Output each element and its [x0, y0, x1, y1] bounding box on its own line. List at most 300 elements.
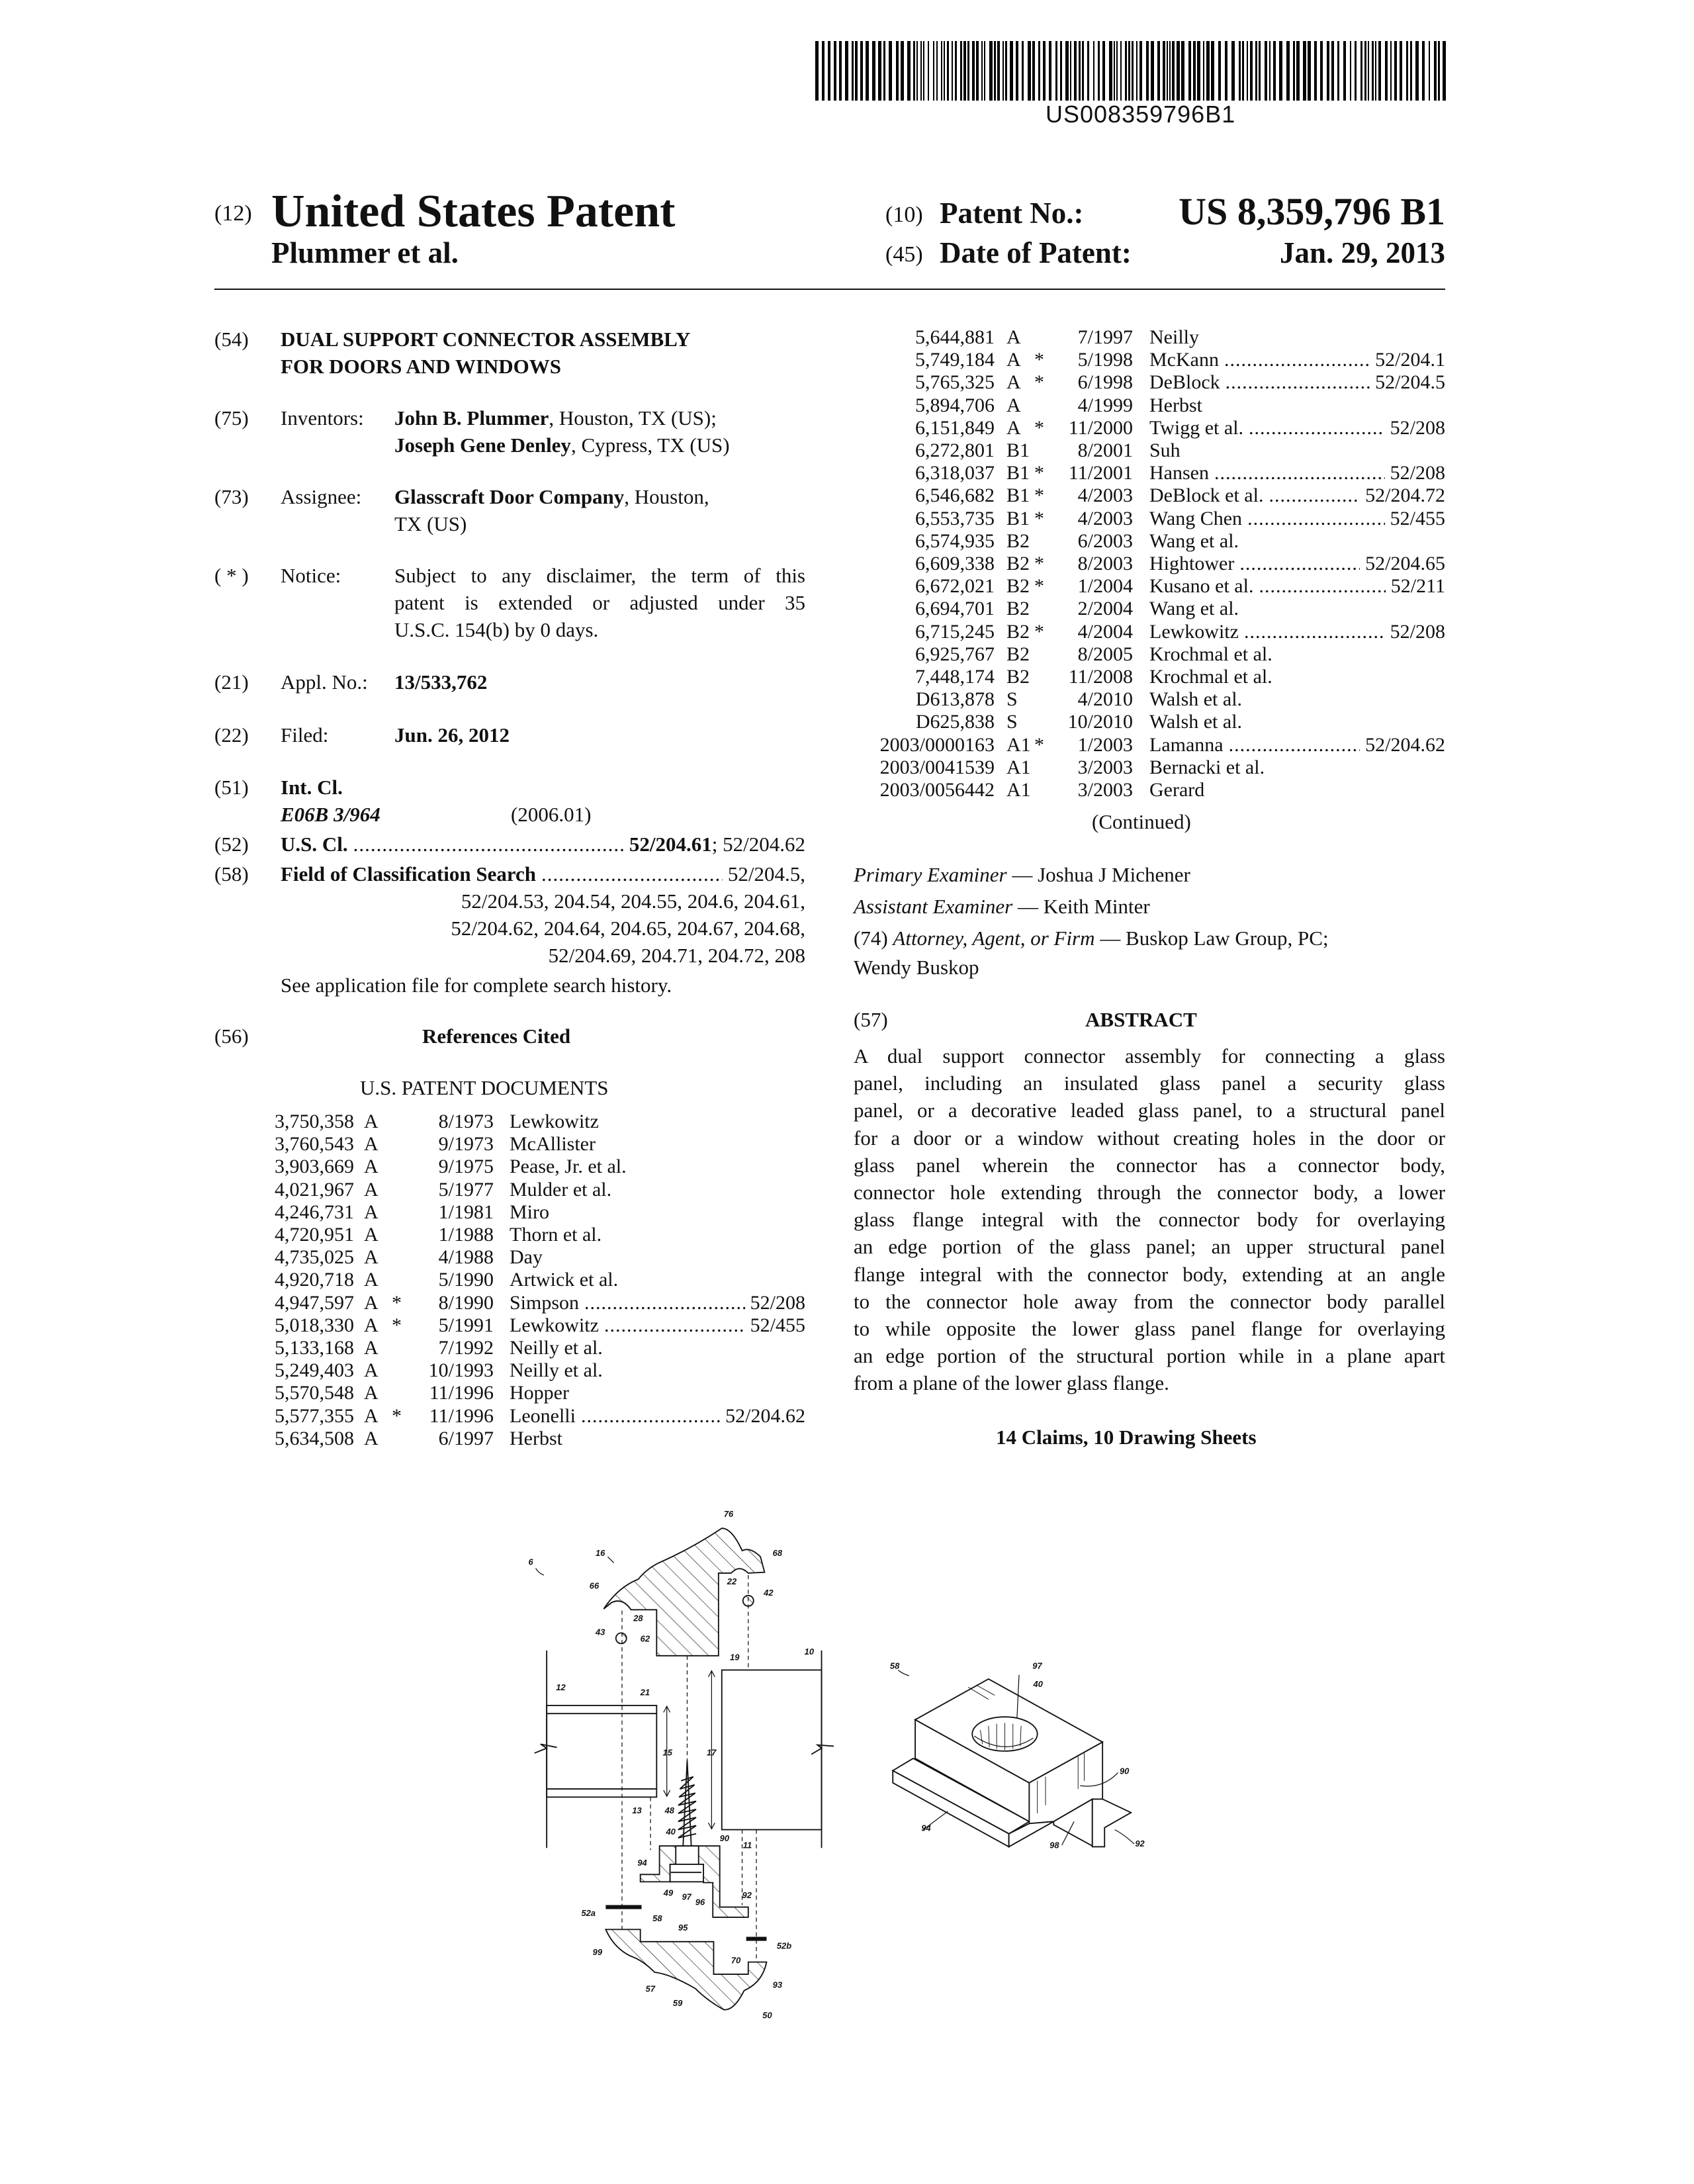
ref-name: Neilly et al. [510, 1359, 603, 1382]
barcode-bar [1151, 41, 1154, 101]
ref-name: Walsh et al. [1149, 688, 1243, 711]
ref-date: 7/1992 [438, 1337, 494, 1359]
document-title: United States Patent [271, 186, 676, 237]
barcode-bar [1273, 41, 1276, 101]
reference-row [0, 1405, 1694, 1428]
leader-dots [1239, 553, 1360, 575]
ref-name: Herbst [510, 1427, 562, 1449]
ref-number: 2003/0000163 [879, 733, 995, 756]
ref-label: 43 [596, 1627, 605, 1637]
barcode-bar [1265, 41, 1267, 101]
ref-number: 5,577,355 [275, 1404, 354, 1427]
ref-number: 4,720,951 [275, 1224, 354, 1246]
ref-date: 4/2004 [1077, 620, 1133, 643]
ref-label: 12 [556, 1682, 566, 1693]
ref-kind: A [1006, 371, 1021, 394]
ref-label: 96 [695, 1897, 705, 1907]
reference-row [0, 553, 1694, 575]
ref-number: 6,715,245 [915, 620, 995, 643]
barcode-bar [1250, 41, 1253, 101]
ref-kind: A [364, 1246, 379, 1269]
ref-label: 94 [637, 1857, 647, 1868]
ref-name: Krochmal et al. [1149, 666, 1272, 688]
leader-dots [581, 1405, 720, 1428]
ref-kind: B2 [1006, 529, 1030, 552]
ref-name: Lamanna [1149, 733, 1224, 756]
barcode-bar [852, 41, 854, 101]
leader-dots [1249, 417, 1385, 439]
ref-star: * [1034, 575, 1044, 598]
ref-name: Lewkowitz [1149, 620, 1239, 643]
barcode-bar [1255, 41, 1257, 101]
abstract-line: flange integral with the connector body, extending at an angle [854, 1262, 1445, 1286]
uscl [281, 831, 805, 858]
barcode-bar [1157, 41, 1160, 101]
ref-name: Miro [510, 1201, 549, 1223]
barcode-bar [1364, 41, 1366, 101]
ref-class: 52/208 [1390, 462, 1445, 484]
ref-date: 8/1990 [438, 1291, 494, 1314]
barcode-bar [994, 41, 996, 101]
notice-line: patent is extended or adjusted under 35 [394, 591, 805, 614]
ref-name-with-class [1149, 371, 1445, 394]
barcode-bar [1343, 41, 1346, 101]
ref-kind: B2 [1006, 598, 1030, 620]
barcode-bar [1355, 41, 1357, 101]
intcl-class: E06B 3/964 [281, 803, 380, 826]
ref-label: 90 [1120, 1766, 1130, 1776]
invention-title-line2: FOR DOORS AND WINDOWS [281, 355, 562, 378]
ref-date: 8/1973 [438, 1111, 494, 1132]
field-code: (58) [214, 862, 249, 886]
ref-date: 2/2004 [1077, 598, 1133, 620]
barcode-bar [1218, 41, 1221, 101]
reference-row [0, 439, 1694, 462]
ref-name: Wang et al. [1149, 598, 1239, 620]
abstract-line: panel, or a decorative leaded glass panel, to a structural panel [854, 1099, 1445, 1122]
ref-kind: B1 [1006, 484, 1030, 507]
ref-star: * [1034, 507, 1044, 529]
barcode-bar [1434, 41, 1437, 101]
barcode-bar [1293, 41, 1295, 101]
ref-kind: A [364, 1291, 379, 1314]
ref-kind: A [364, 1201, 379, 1223]
barcode [815, 41, 1447, 107]
field-label: Field of Classification Search [281, 862, 537, 886]
leader-dots [1229, 734, 1360, 756]
ref-number: 6,609,338 [915, 553, 995, 574]
ref-label: 22 [727, 1576, 737, 1587]
front-page-drawing [516, 1496, 1151, 2158]
ref-date: 9/1973 [438, 1133, 494, 1156]
ref-name: Leonelli [510, 1404, 576, 1427]
inventors-code: (75) [214, 406, 249, 430]
ref-star: * [1034, 349, 1044, 371]
ref-number: 3,750,358 [275, 1111, 354, 1132]
ref-kind: A [364, 1337, 379, 1359]
notice-line: Subject to any disclaimer, the term of this [394, 564, 805, 587]
ref-class: 52/204.5 [1375, 371, 1445, 394]
ref-number: 4,947,597 [275, 1291, 354, 1314]
ref-kind: B1 [1006, 507, 1030, 529]
barcode-bar [1070, 41, 1071, 101]
inventor-1-name: John B. Plummer [394, 406, 549, 430]
ref-label: 92 [1135, 1838, 1145, 1848]
ref-date: 11/2008 [1068, 666, 1133, 688]
ref-class: 52/208 [1390, 620, 1445, 643]
ref-label: 28 [633, 1613, 643, 1623]
barcode-bar [967, 41, 969, 101]
barcode-bar [913, 41, 915, 101]
ref-number: 4,021,967 [275, 1178, 354, 1201]
ref-name: Thorn et al. [510, 1224, 602, 1246]
ref-kind: A [364, 1156, 379, 1178]
ref-label: 10 [804, 1647, 815, 1657]
ref-number: 6,694,701 [915, 598, 995, 620]
barcode-bar [1242, 41, 1244, 101]
barcode-bar [1410, 41, 1412, 101]
barcode-bar [907, 41, 911, 101]
abstract-line: panel, including an insulated glass panel a security glass [854, 1071, 1445, 1095]
ref-name: Artwick et al. [510, 1269, 619, 1291]
ref-kind: B2 [1006, 620, 1030, 643]
ref-date: 11/1996 [429, 1382, 494, 1404]
ref-star: * [1034, 371, 1044, 394]
ref-star: * [1034, 553, 1044, 574]
barcode-bar [1055, 41, 1057, 101]
ref-label: 66 [589, 1580, 600, 1591]
ref-class: 52/204.72 [1365, 484, 1445, 507]
abstract-line: glass flange integral with the connector body for overlaying [854, 1208, 1445, 1232]
leader-dots [541, 860, 723, 887]
inventor-2-name: Joseph Gene Denley [394, 433, 571, 457]
ref-label: 68 [772, 1548, 783, 1559]
ref-number: 6,151,849 [915, 416, 995, 439]
ref-name: Lewkowitz [510, 1111, 599, 1132]
reference-row [0, 484, 1694, 507]
intcl-code: (51) [214, 776, 249, 799]
ref-name: Gerard [1149, 779, 1205, 801]
ref-date: 5/1998 [1077, 349, 1133, 371]
ref-kind: A [364, 1111, 379, 1132]
abstract-line: to while opposite the lower glass panel flange for overlaying [854, 1317, 1445, 1340]
ref-name: Pease, Jr. et al. [510, 1156, 627, 1178]
ref-number: 5,644,881 [915, 326, 995, 348]
ref-date: 4/1999 [1077, 394, 1133, 416]
ref-number: 4,920,718 [275, 1269, 354, 1291]
reference-row [0, 326, 1694, 349]
barcode-bar [1128, 41, 1130, 101]
ref-kind: A [364, 1269, 379, 1291]
barcode-bar [839, 41, 842, 101]
barcode-bar [822, 41, 825, 101]
leader-dots [1269, 484, 1360, 507]
claims-count: 14 Claims, 10 Drawing Sheets [996, 1426, 1257, 1449]
ref-number: D613,878 [915, 688, 995, 711]
abstract-title: ABSTRACT [1085, 1008, 1197, 1031]
abstract-line: glass panel wherein the connector has a connector body, [854, 1153, 1445, 1177]
barcode-bar [928, 41, 929, 101]
refs-title: References Cited [422, 1024, 571, 1048]
leader-dots [1259, 575, 1385, 598]
ref-name: Twigg et al. [1149, 416, 1244, 439]
ref-number: 6,925,767 [915, 643, 995, 665]
ref-kind: B2 [1006, 643, 1030, 665]
rod-43 [616, 1633, 627, 1643]
ref-label: 11 [742, 1840, 752, 1850]
ref-date: 8/2005 [1077, 643, 1133, 665]
barcode-bar [1337, 41, 1339, 101]
ref-kind: A [364, 1314, 379, 1336]
ref-label: 70 [731, 1955, 741, 1966]
ref-label: 49 [663, 1888, 674, 1898]
reference-row [0, 530, 1694, 553]
barcode-bar [1074, 41, 1077, 101]
ref-label: 13 [632, 1805, 642, 1815]
ref-label: 15 [662, 1747, 672, 1758]
ref-name: Hansen [1149, 462, 1209, 484]
leader-dots [353, 831, 624, 858]
ref-label: 50 [762, 2010, 772, 2021]
ref-label: 17 [707, 1747, 717, 1758]
barcode-bar [1032, 41, 1035, 101]
barcode-bar [1060, 41, 1062, 101]
ref-number: 5,749,184 [915, 349, 995, 371]
primary-examiner: Primary Examiner — Joshua J Michener [854, 863, 1190, 886]
field-note: See application file for complete search history. [281, 974, 672, 997]
ref-label: 94 [921, 1823, 931, 1833]
reference-row [0, 462, 1694, 484]
ref-name: Wang Chen [1149, 507, 1243, 529]
barcode-bar [1082, 41, 1084, 101]
barcode-bar [872, 41, 875, 101]
barcode-bar [1109, 41, 1112, 101]
uscl-value: 52/204.61; 52/204.62 [629, 833, 805, 856]
ref-kind: A [1006, 394, 1021, 416]
barcode-bar [1003, 41, 1004, 101]
barcode-bar [1005, 41, 1007, 101]
barcode-bar [1132, 41, 1134, 101]
ref-name-with-class [510, 1314, 805, 1337]
field-line: 52/204.62, 204.64, 204.65, 204.67, 204.68, [451, 917, 805, 940]
reference-row [0, 688, 1694, 711]
title-code: (54) [214, 328, 249, 351]
ref-star: * [1034, 416, 1044, 439]
ref-kind: S [1006, 688, 1018, 711]
ref-number: 5,133,168 [275, 1337, 354, 1359]
kind-code-12: (12) [214, 201, 252, 226]
barcode-bar [1065, 41, 1069, 101]
ref-number: 6,318,037 [915, 462, 995, 484]
inventor-2-location: , Cypress, TX (US) [570, 433, 730, 457]
ref-label: 42 [764, 1587, 774, 1598]
barcode-bar [1028, 41, 1031, 101]
ref-name: Hightower [1149, 553, 1235, 574]
ref-number: D625,838 [915, 711, 995, 733]
ref-class: 52/208 [1390, 416, 1445, 439]
abstract-line: A dual support connector assembly for connecting a glass [854, 1044, 1445, 1068]
barcode-bar [1375, 41, 1376, 101]
patent-number: US 8,359,796 B1 [1179, 190, 1445, 233]
ref-label: 19 [730, 1652, 740, 1662]
refs-code: (56) [214, 1024, 249, 1048]
ref-kind: A1 [1006, 756, 1031, 778]
barcode-bar [976, 41, 979, 101]
assignee-code: (73) [214, 485, 249, 508]
inventor-1-location: , Houston, TX (US); [549, 406, 717, 430]
ref-kind: A1 [1006, 779, 1031, 801]
ref-kind: B2 [1006, 666, 1030, 688]
ref-kind: A [364, 1224, 379, 1246]
ref-date: 1/1988 [438, 1224, 494, 1246]
reference-row [0, 734, 1694, 756]
barcode-bar [1146, 41, 1149, 101]
ref-name-with-class [1149, 417, 1445, 439]
ref-label: 97 [1032, 1661, 1042, 1671]
ref-kind: S [1006, 711, 1018, 733]
barcode-bar [1093, 41, 1094, 101]
ref-label: 92 [742, 1890, 752, 1900]
reference-row [0, 508, 1694, 530]
date-label: Date of Patent: [940, 236, 1132, 269]
barcode-bar [1038, 41, 1040, 101]
ref-label: 21 [640, 1687, 650, 1698]
ref-date: 4/2003 [1077, 484, 1133, 507]
ref-label: 90 [719, 1833, 730, 1843]
notice-line: U.S.C. 154(b) by 0 days. [394, 618, 599, 641]
barcode-bar [1022, 41, 1024, 101]
ref-date: 6/1998 [1077, 371, 1133, 394]
ref-name: Suh [1149, 439, 1181, 461]
reference-row [0, 394, 1694, 417]
ref-star: * [1034, 484, 1044, 507]
ref-name: Kusano et al. [1149, 575, 1254, 598]
barcode-bar [920, 41, 922, 101]
leader-dots [1247, 508, 1385, 530]
barcode-bar [1203, 41, 1204, 101]
barcode-bar [1286, 41, 1290, 101]
ref-number: 4,735,025 [275, 1246, 354, 1269]
ref-date: 1/2004 [1077, 575, 1133, 598]
barcode-bar [963, 41, 966, 101]
attorney: (74) Attorney, Agent, or Firm — Buskop Law Group, PC; [854, 927, 1329, 950]
ref-number: 5,765,325 [915, 371, 995, 394]
assignee-location-2: TX (US) [394, 512, 467, 535]
ref-class: 52/204.65 [1365, 553, 1445, 574]
ref-label: 76 [723, 1509, 734, 1519]
glass-panel [547, 1706, 656, 1797]
ref-kind: A [1006, 416, 1021, 439]
barcode-bar [896, 41, 899, 101]
barcode-bar [1139, 41, 1142, 101]
attorney-2: Wendy Buskop [854, 956, 979, 979]
assignee-label: Assignee: [281, 485, 362, 508]
ref-label: 52b [776, 1940, 792, 1951]
ref-label: 62 [640, 1633, 650, 1644]
ref-label: 99 [592, 1947, 603, 1958]
barcode-bar [1049, 41, 1051, 101]
barcode-bar [981, 41, 983, 101]
ref-date: 1/2003 [1077, 733, 1133, 756]
ref-star: * [392, 1291, 402, 1314]
ref-class: 52/204.1 [1375, 349, 1445, 371]
filed-code: (22) [214, 723, 249, 747]
ref-kind: A [364, 1359, 379, 1382]
abstract-line: from a plane of the lower glass flange. [854, 1371, 1169, 1395]
authors: Plummer et al. [271, 236, 459, 269]
ref-kind: B2 [1006, 553, 1030, 574]
ref-number: 4,246,731 [275, 1201, 354, 1223]
ref-number: 7,448,174 [915, 666, 995, 688]
ref-name: DeBlock [1149, 371, 1220, 394]
ref-name: Bernacki et al. [1149, 756, 1265, 778]
ref-kind: B2 [1006, 575, 1030, 598]
barcode-bar [1239, 41, 1241, 101]
barcode-bar [1136, 41, 1137, 101]
ref-date: 11/1996 [429, 1404, 494, 1427]
ref-label: 58 [889, 1661, 900, 1671]
ref-name: Hopper [510, 1382, 569, 1404]
ref-number: 5,894,706 [915, 394, 995, 416]
date-of-patent: Jan. 29, 2013 [1279, 236, 1445, 269]
intcl-label: Int. Cl. [281, 776, 343, 799]
assistant-examiner: Assistant Examiner — Keith Minter [854, 895, 1150, 918]
field-first: 52/204.5, [727, 862, 805, 886]
barcode-bar [936, 41, 938, 101]
ref-date: 10/1993 [428, 1359, 494, 1382]
ref-label: 97 [682, 1891, 691, 1902]
ref-name: DeBlock et al. [1149, 484, 1264, 507]
ref-kind: A [1006, 326, 1021, 348]
connector-isometric [893, 1679, 1131, 1847]
ref-kind: B1 [1006, 439, 1030, 461]
barcode-bar [1400, 41, 1402, 101]
barcode-bar [1087, 41, 1089, 101]
reference-row [0, 1428, 1694, 1450]
barcode-bar [901, 41, 904, 101]
ref-name: Herbst [1149, 394, 1202, 416]
barcode-bar [1010, 41, 1013, 101]
barcode-bar [1350, 41, 1351, 101]
ref-date: 6/1997 [438, 1427, 494, 1449]
reference-row [0, 371, 1694, 394]
ref-date: 11/2000 [1068, 416, 1133, 439]
leader-dots [584, 1292, 745, 1314]
barcode-bar [1098, 41, 1100, 101]
barcode-bar [989, 41, 993, 101]
barcode-bar [1211, 41, 1214, 101]
ref-number: 6,272,801 [915, 439, 995, 461]
barcode-bar [815, 41, 819, 101]
field-line: 52/204.69, 204.71, 204.72, 208 [548, 944, 805, 967]
ref-kind: A [364, 1427, 379, 1449]
barcode-bar [1125, 41, 1127, 101]
barcode-bar [941, 41, 942, 101]
ref-class: 52/455 [750, 1314, 805, 1336]
ref-name-with-class [1149, 575, 1445, 598]
barcode-bar [1163, 41, 1165, 101]
ref-star: * [392, 1404, 402, 1427]
barcode-bar [1296, 41, 1300, 101]
barcode-bar [1443, 41, 1446, 101]
barcode-bar [1079, 41, 1081, 101]
reference-row [0, 643, 1694, 666]
ref-class: 52/204.62 [725, 1404, 805, 1427]
ref-date: 3/2003 [1077, 756, 1133, 778]
barcode-bar [1188, 41, 1191, 101]
barcode-bar [828, 41, 830, 101]
leader-dots [1244, 621, 1385, 643]
